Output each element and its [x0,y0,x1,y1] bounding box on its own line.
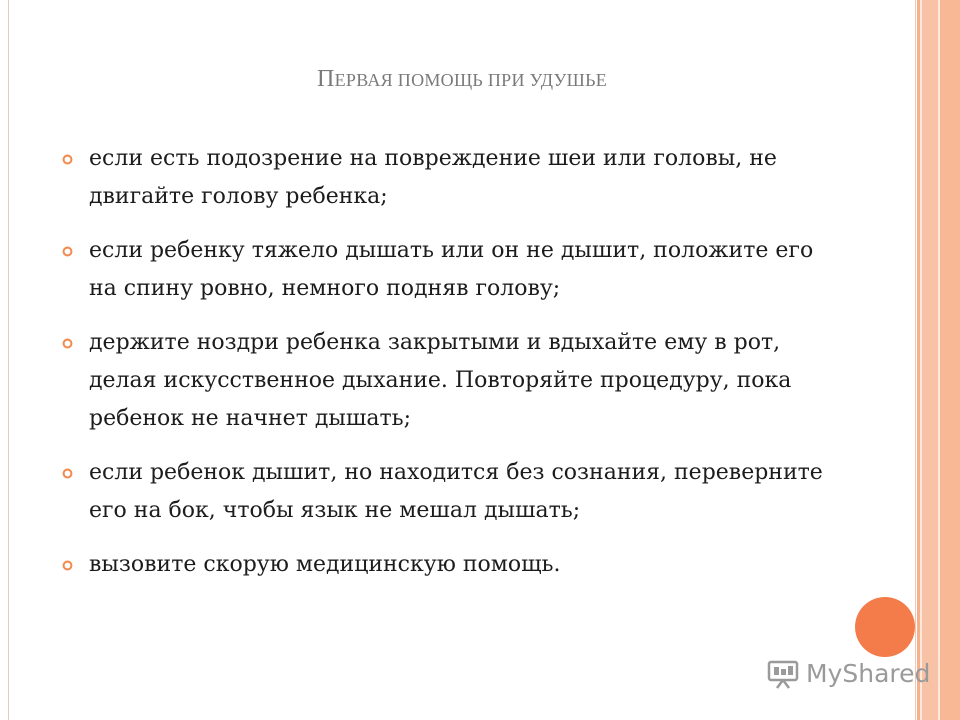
right-decorative-stripes [917,0,960,720]
stripe [940,0,960,720]
watermark-text: MyShared [806,658,931,688]
bullet-item [62,454,842,530]
circle-bullet-icon [62,468,73,479]
circle-bullet-icon [62,154,73,165]
bullet-text: держите ноздри ребенка закрытыми и вдыхайте ему в рот, делая искусственное дыхание. Повторяйте процедуру, пока ребенок не начнет дышать; [89,330,792,431]
circle-bullet-icon [62,338,73,349]
watermark [766,656,930,690]
title-rest: ЕРВАЯ ПОМОЩЬ ПРИ УДУШЬЕ [334,70,608,90]
slide-title [8,66,916,93]
bullet-item [62,140,842,216]
bullet-text: если ребенок дышит, но находится без сознания, переверните его на бок, чтобы язык не мешал дышать; [89,460,823,523]
stripe [922,0,938,720]
circle-bullet-icon [62,246,73,257]
bullet-text: если есть подозрение на повреждение шеи или головы, не двигайте голову ребенка; [89,146,777,209]
bullet-list [62,140,842,600]
bullet-text: если ребенку тяжело дышать или он не дышит, положите его на спину ровно, немного подняв голову; [89,238,814,301]
bullet-item [62,546,842,584]
title-first-letter: П [316,66,335,92]
projector-screen-icon [766,656,800,690]
circle-bullet-icon [62,560,73,571]
decorative-orange-circle [855,597,915,657]
bullet-item [62,232,842,308]
bullet-text: вызовите скорую медицинскую помощь. [89,552,561,577]
bullet-item [62,324,842,438]
